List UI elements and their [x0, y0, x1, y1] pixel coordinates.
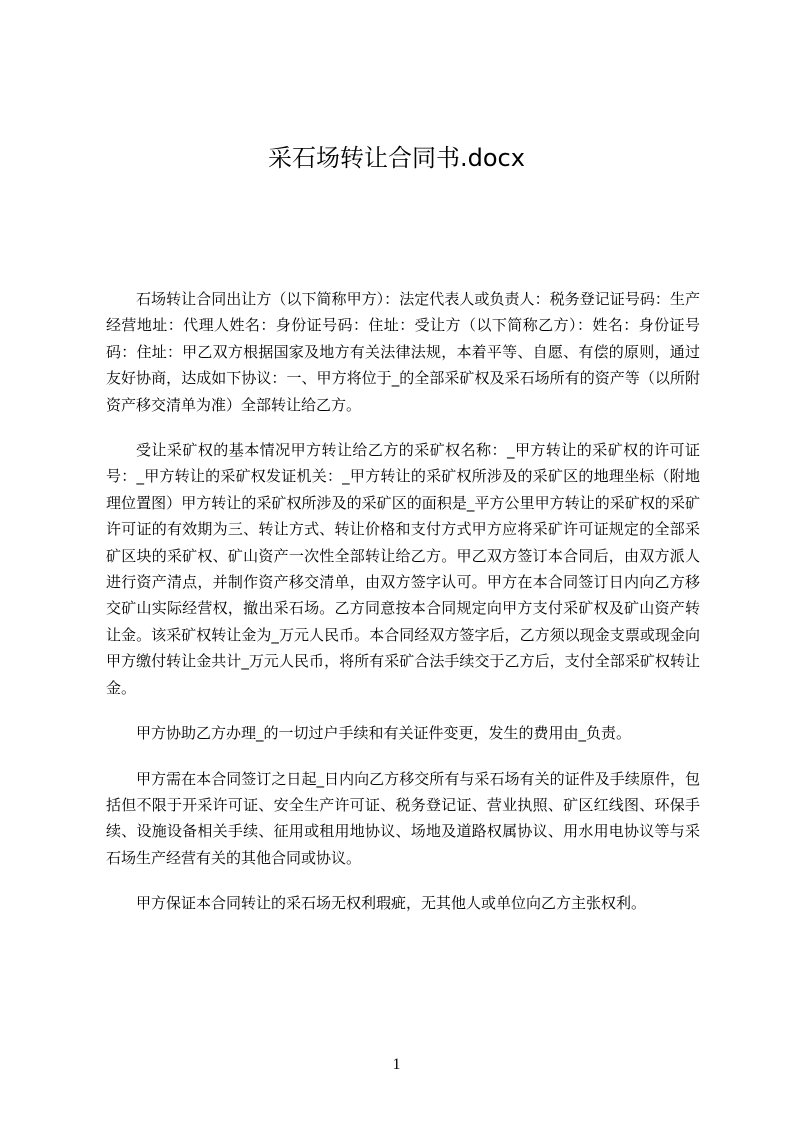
paragraph-transfer-assistance: 甲方协助乙方办理_的一切过户手续和有关证件变更，发生的费用由_负责。	[136, 724, 632, 743]
paragraph-document-handover: 甲方需在本合同签订之日起_日内向乙方移交所有与采石场有关的证件及手续原件，包括但不限于开采许可证、安全生产许可证、税务登记证、营业执照、矿区红线图、环保手续、设施设备相关手续、征用或租用地协议、场地及道路权属协议、用水用电协议等与采石场生产经营有关的其他合同或协议。	[106, 769, 700, 867]
paragraph-mining-rights: 受让采矿权的基本情况甲方转让给乙方的采矿权名称：_甲方转让的采矿权的许可证号：_甲方转让的采矿权发证机关：_甲方转让的采矿权所涉及的采矿区的地理坐标（附地理位置图）甲方转让的采矿权所涉及的采矿区的面积是_平方公里甲方转让的采矿权的采矿许可证的有效期为三、转让方式、转让价格和支付方式甲方应将采矿许可证规定的全部采矿区块的采矿权、矿山资产一次性全部转让给乙方。甲乙双方签订本合同后，由双方派人进行资产清点，并制作资产移交清单，由双方签字认可。甲方在本合同签订日内向乙方移交矿山实际经营权，撤出采石场。乙方同意按本合同规定向甲方支付采矿权及矿山资产转让金。该采矿权转让金为_万元人民币。本合同经双方签字后，乙方须以现金支票或现金向甲方缴付转让金共计_万元人民币，将所有采矿合法手续交于乙方后，支付全部采矿权转让金。	[106, 441, 700, 697]
document-body	[106, 286, 700, 917]
paragraph-parties: 石场转让合同出让方（以下简称甲方）：法定代表人或负责人：税务登记证号码：生产经营地址：代理人姓名：身份证号码：住址：受让方（以下简称乙方）：姓名：身份证号码：住址：甲乙双方根据国家及地方有关法律法规，本着平等、自愿、有偿的原则，通过友好协商，达成如下协议：一、甲方将位于_的全部采矿权及采石场所有的资产等（以所附资产移交清单为准）全部转让给乙方。	[106, 290, 700, 414]
paragraph-warranty: 甲方保证本合同转让的采石场无权利瑕疵，无其他人或单位向乙方主张权利。	[136, 894, 647, 913]
page-number: 1	[392, 1056, 401, 1073]
document-title: 采石场转让合同书.docx	[268, 144, 525, 172]
